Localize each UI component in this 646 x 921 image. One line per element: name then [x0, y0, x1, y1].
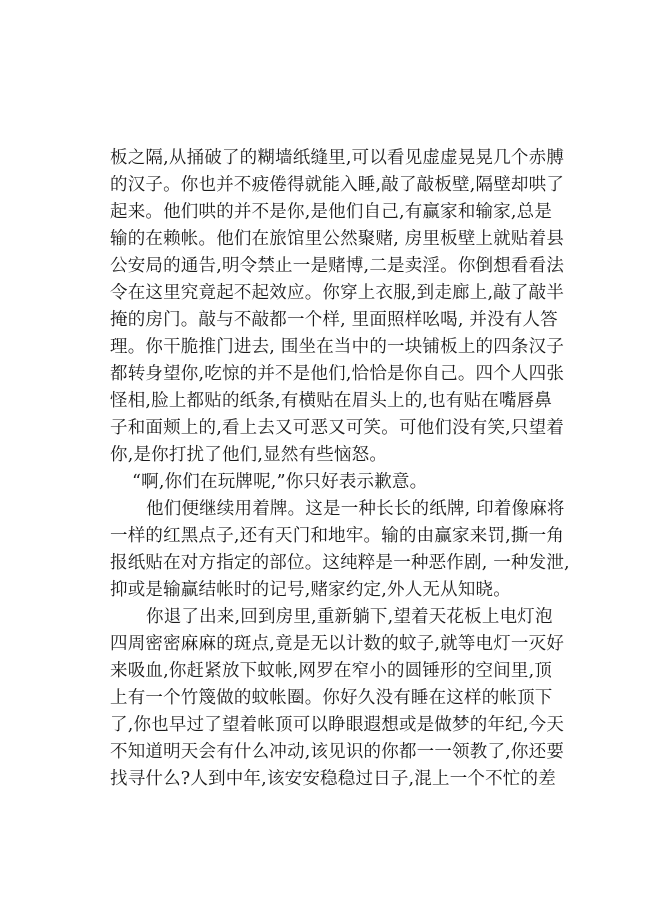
text-line: 起来。他们哄的并不是你,是他们自己,有赢家和输家,总是: [110, 202, 553, 222]
text-line: 公安局的通告,明令禁止一是赌博,二是卖淫。你倒想看看法: [110, 256, 565, 276]
text-line: 令在这里究竟起不起效应。你穿上衣服,到走廊上,敲了敲半: [110, 283, 565, 303]
text-line: 了,你也早过了望着帐顶可以睁眼遐想或是做梦的年纪,今天: [110, 715, 565, 735]
text-line: 你,是你打扰了他们,显然有些恼怒。: [110, 445, 388, 465]
text-line: 四周密密麻麻的斑点,竟是无以计数的蚊子,就等电灯一灭好: [110, 634, 565, 654]
text-line: 怪相,脸上都贴的纸条,有横贴在眉头上的,也有贴在嘴唇鼻: [110, 391, 553, 411]
paragraph-first-line: 他们便继续用着牌。这是一种长长的纸牌, 印着像麻将: [146, 499, 565, 519]
text-line: 子和面颊上的,看上去又可恶又可笑。可他们没有笑,只望着: [110, 418, 565, 438]
text-line: 一样的红黑点子,还有天门和地牢。输的由赢家来罚,撕一角: [110, 526, 565, 546]
text-line: 报纸贴在对方指定的部位。这纯粹是一种恶作剧, 一种发泄,: [110, 553, 570, 573]
body-text: [110, 145, 570, 793]
text-line: 输的在赖帐。他们在旅馆里公然聚赌, 房里板壁上就贴着县: [110, 229, 565, 249]
text-line: 都转身望你,吃惊的并不是他们,恰恰是你自己。四个人四张: [110, 364, 565, 384]
text-line: 板之隔,从捅破了的糊墙纸缝里,可以看见虚虚晃晃几个赤膊: [110, 148, 565, 168]
text-line: 上有一个竹篾做的蚊帐圈。你好久没有睡在这样的帐顶下: [110, 688, 553, 708]
text-line: 理。你干脆推门进去, 围坐在当中的一块铺板上的四条汉子: [110, 337, 565, 357]
text-line: 不知道明天会有什么冲动,该见识的你都一一领教了,你还要: [110, 742, 565, 762]
text-line: 的汉子。你也并不疲倦得就能入睡,敲了敲板壁,隔壁却哄了: [110, 175, 565, 195]
dialogue-line: “啊,你们在玩牌呢,”你只好表示歉意。: [132, 472, 428, 492]
text-line: 来吸血,你赶紧放下蚊帐,网罗在窄小的圆锤形的空间里,顶: [110, 661, 553, 681]
text-line: 掩的房门。敲与不敲都一个样, 里面照样吆喝, 并没有人答: [110, 310, 558, 330]
text-line: 抑或是输赢结帐时的记号,赌家约定,外人无从知晓。: [110, 580, 511, 600]
paragraph-first-line: 你退了出来,回到房里,重新躺下,望着天花板上电灯泡: [146, 607, 553, 627]
text-line: 找寻什么?人到中年,该安安稳稳过日子,混上一个不忙的差: [110, 769, 556, 789]
